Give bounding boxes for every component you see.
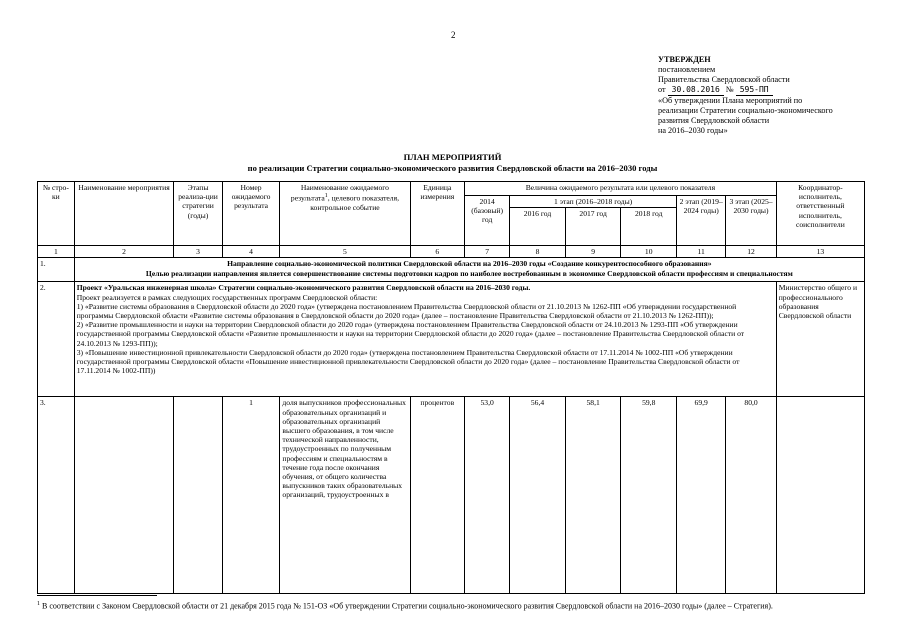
header-base-year: 2014 (базовый) год <box>465 196 510 246</box>
row-number: 1. <box>38 258 75 282</box>
date-prefix: от <box>658 85 666 94</box>
value-base: 53,0 <box>465 397 510 594</box>
approval-heading: УТВЕРЖДЕН <box>658 55 711 64</box>
page-number: 2 <box>451 30 456 40</box>
row-number: 3. <box>38 397 75 594</box>
col-number: 8 <box>510 246 566 258</box>
approval-line: постановлением <box>658 65 716 74</box>
document-title: ПЛАН МЕРОПРИЯТИЙ <box>403 152 502 162</box>
footnote <box>37 599 867 612</box>
header-value-group: Величина ожидаемого результата или целевого показателя <box>465 182 777 196</box>
coordinator-cell <box>776 397 864 594</box>
header-stage3: 3 этап (2025–2030 годы) <box>726 196 776 246</box>
header-unit: Единица измерения <box>410 182 465 246</box>
approval-line: развития Свердловской области <box>658 116 770 125</box>
col-number: 9 <box>565 246 621 258</box>
col-number: 3 <box>174 246 222 258</box>
approval-date: 30.08.2016 <box>668 85 724 96</box>
approval-line: на 2016–2030 годы» <box>658 126 728 135</box>
plan-table <box>37 181 865 594</box>
footnote-mark: 1 <box>37 601 40 607</box>
document-subtitle: по реализации Стратегии социально-экономического развития Свердловской области на 2016–2030 годы <box>247 163 658 173</box>
value-2017: 58,1 <box>565 397 621 594</box>
header-event: Наименование мероприятия <box>74 182 174 246</box>
header-coordinator: Координатор-исполнитель, ответственный исполнитель, соисполнители <box>776 182 864 246</box>
result-name-cell: доля выпускников профессиональных образовательных организаций и образовательных организаций высшего образования, в том числе технической направленности, трудоустроенных по полученным профессиям и специальностям в течение года после окончания обучения, от общего количества выпускников таких образовательных организаций, трудоустроенных в <box>280 397 410 594</box>
header-2016: 2016 год <box>510 208 566 246</box>
unit-cell: процентов <box>410 397 465 594</box>
header-stages: Этапы реализа-ции стратегии (годы) <box>174 182 222 246</box>
header-stage1: 1 этап (2016–2018 годы) <box>510 196 677 208</box>
value-stage3: 80,0 <box>726 397 776 594</box>
row-number: 2. <box>38 282 75 397</box>
header-stage2: 2 этап (2019–2024 годы) <box>677 196 726 246</box>
direction-cell <box>74 258 864 282</box>
col-number: 5 <box>280 246 410 258</box>
col-number: 2 <box>74 246 174 258</box>
project-text: Проект реализуется в рамках следующих государственных программ Свердловской области: <box>76 292 378 302</box>
header-result-name-tail: , целевого показателя, контрольное событие <box>310 193 399 212</box>
project-text: 2) «Развитие промышленности и науки на территории Свердловской области до 2020 года» (утверждена постановлением Правительства Свердловской области от 24.10.2013 № 1293-ПП «Об утверждении государственной программы Свердловской области «Развитие промышленности и науки на территории Свердловской области до 2020 года» (далее – постановление Правительства Свердловской области от 24.10.2013 № 1293-ПП)); <box>76 320 745 348</box>
col-number: 12 <box>726 246 776 258</box>
footnote-ref: 1 <box>324 193 328 200</box>
col-number: 13 <box>776 246 864 258</box>
col-number: 6 <box>410 246 465 258</box>
footnote-separator <box>37 595 157 596</box>
header-result-name-text: Наименование ожидаемого результата <box>290 183 389 203</box>
approval-number: 595-ПП <box>736 85 773 96</box>
approval-line: Правительства Свердловской области <box>658 75 790 84</box>
coordinator-cell: Министерство общего и профессионального образования Свердловской области <box>776 282 864 397</box>
result-number-cell: 1 <box>222 397 280 594</box>
approval-block <box>658 55 893 136</box>
direction-title: Направление социально-экономической политики Свердловской области на 2016–2030 годы «Создание конкурентоспособного образования» <box>227 259 712 269</box>
header-result-number: Номер ожидаемого результата <box>222 182 280 246</box>
header-num: № стро-ки <box>38 182 75 246</box>
header-2018: 2018 год <box>621 208 677 246</box>
col-number: 1 <box>38 246 75 258</box>
project-title: Проект «Уральская инженерная школа» Стратегии социально-экономического развития Свердловской области на 2016–2030 годы. <box>76 283 531 293</box>
col-number: 10 <box>621 246 677 258</box>
approval-line: реализации Стратегии социально-экономического <box>658 106 833 115</box>
project-cell <box>74 282 776 397</box>
value-2018: 59,8 <box>621 397 677 594</box>
col-number: 4 <box>222 246 280 258</box>
value-2016: 56,4 <box>510 397 566 594</box>
approval-line: «Об утверждении Плана мероприятий по <box>658 96 803 105</box>
value-stage2: 69,9 <box>677 397 726 594</box>
col-number: 7 <box>465 246 510 258</box>
header-result-name <box>280 182 410 246</box>
header-2017: 2017 год <box>565 208 621 246</box>
approval-date-line <box>658 85 893 96</box>
number-prefix: № <box>725 85 734 94</box>
col-number: 11 <box>677 246 726 258</box>
project-text: 1) «Развитие системы образования в Свердловской области до 2020 года» (утверждена постановлением Правительства Свердловской области от 21.10.2013 № 1262-ПП «Об утверждении государственной программы Свердловской области «Развитие системы образования в Свердловской области до 2020 года» (далее – постановление Правительства Свердловской области от 21.10.2013 № 1262-ПП)); <box>76 301 737 321</box>
project-text: 3) «Повышение инвестиционной привлекательности Свердловской области до 2020 года» (утверждена постановлением Правительства Свердловской области от 17.11.2014 № 1002-ПП «Об утверждении государственной программы Свердловской области «Повышение инвестиционной привлекательности Свердловской области до 2020 года» (далее – постановление Правительства Свердловской области от 17.11.2014 № 1002-ПП)) <box>76 347 740 376</box>
direction-goal: Целью реализации направления является совершенствование системы подготовки кадров по наиболее востребованным в экономике Свердловской области профессиям и специальностям <box>145 268 793 278</box>
footnote-text: В соответствии с Законом Свердловской области от 21 декабря 2015 года № 151-ОЗ «Об утверждении Стратегии социально-экономического развития Свердловской области на 2016–2030 годы» (далее – Стратегия). <box>40 601 773 611</box>
event-cell <box>74 397 174 594</box>
stages-cell <box>174 397 222 594</box>
